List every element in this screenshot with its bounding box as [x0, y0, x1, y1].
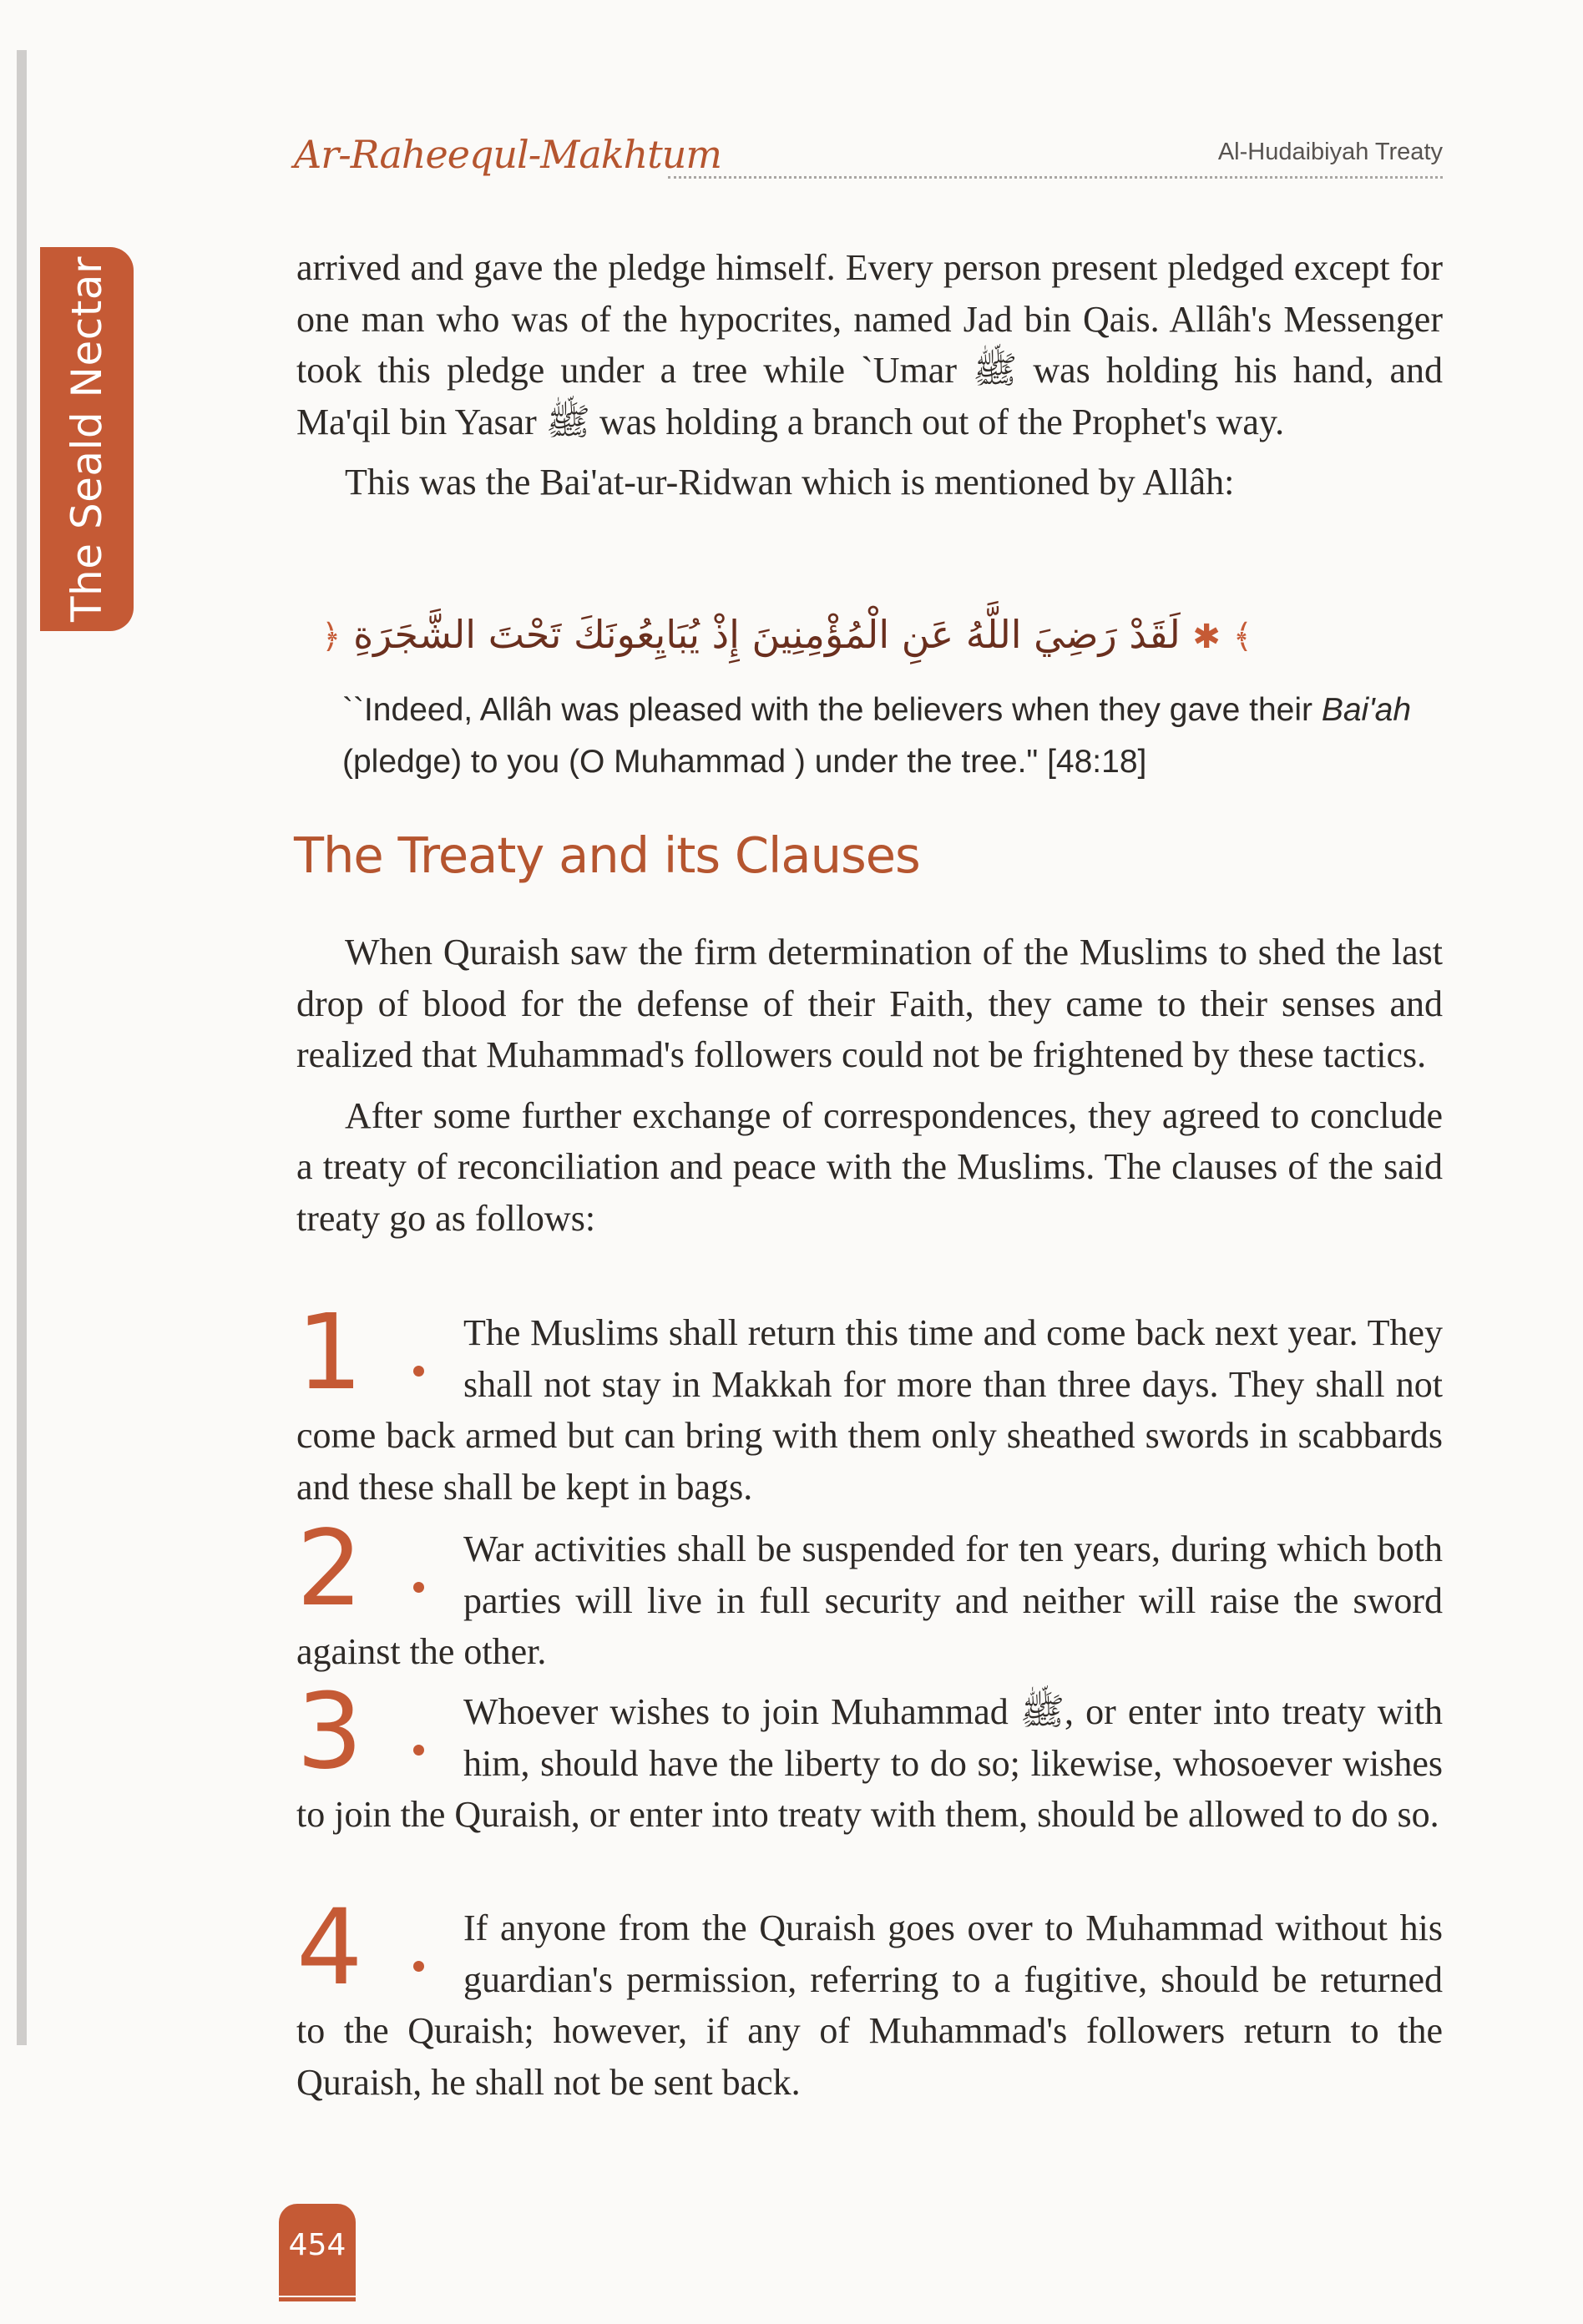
intro-paragraph-1: arrived and gave the pledge himself. Every person present pledged except for one man who was of the hypocrites, named Jad bin Qais. Allâh's Messenger took this pledge under a tree while `Umar ﷺ was holding his hand, and Ma'qil bin Yasar ﷺ was holding a branch out of the Prophet's way.	[296, 247, 1443, 442]
star-icon: ✱	[1192, 618, 1221, 656]
verse-arabic: لَقَدْ رَضِيَ اللَّهُ عَنِ الْمُؤْمِنِينَ إِذْ يُبَايِعُونَكَ تَحْتَ الشَّجَرَةِ	[353, 612, 1181, 657]
body-paragraph-1: When Quraish saw the firm determination of the Muslims to shed the last drop of blood for the defense of their Faith, they came to their senses and realized that Muhammad's followers could not be frightened by these tactics.	[296, 932, 1443, 1075]
clause-4	[296, 1887, 1443, 2108]
bullet-dot	[413, 1961, 424, 1972]
running-header-brand: Ar-Raheequl-Makhtum	[294, 132, 722, 177]
body-paragraph-2: After some further exchange of correspondences, they agreed to conclude a treaty of reconciliation and peace with the Muslims. The clauses of the said treaty go as follows:	[296, 1094, 1443, 1239]
ornament-close: ﴿	[321, 618, 341, 656]
clause-1	[296, 1292, 1443, 1513]
translation-italic: Bai'ah	[1321, 692, 1412, 728]
translation-suffix: (pledge) to you (O Muhammad ) under the tree." [48:18]	[342, 743, 1147, 780]
bullet-dot	[413, 1366, 424, 1377]
ornament-open: ﴾	[1232, 618, 1252, 656]
clause-text: Whoever wishes to join Muhammad ﷺ, or enter into treaty with him, should have the liberty to do so; likewise, whosoever wishes to join the Quraish, or enter into treaty with them, should be allowed to do so.	[296, 1691, 1443, 1835]
clause-number: 2	[296, 1525, 463, 1624]
bullet-dot	[413, 1582, 424, 1593]
page-number: 454	[279, 2204, 356, 2296]
clause-number: 1	[296, 1309, 463, 1407]
clause-2	[296, 1508, 1443, 1678]
running-header-section: Al-Hudaibiyah Treaty	[1217, 139, 1443, 165]
clause-text: The Muslims shall return this time and come back next year. They shall not stay in Makkah for more than three days. They shall not come back armed but can bring with them only sheathed swords in scabbards and these shall be kept in bags.	[296, 1312, 1443, 1508]
clause-number: 3	[296, 1688, 463, 1786]
side-tab	[40, 247, 134, 631]
clause-text: If anyone from the Quraish goes over to Muhammad without his guardian's permission, referring to a fugitive, should be returned to the Quraish; however, if any of Muhammad's followers return to the Quraish, he shall not be sent back.	[296, 1907, 1443, 2103]
verse-translation	[342, 685, 1453, 787]
section-heading: The Treaty and its Clauses	[294, 826, 920, 884]
quran-verse	[321, 594, 1252, 677]
intro-text	[296, 242, 1443, 508]
body-text	[296, 927, 1443, 1244]
side-tab-label: The Seald Nectar	[63, 255, 112, 623]
clause-number: 4	[296, 1904, 463, 2003]
clause-text: War activities shall be suspended for ten years, during which both parties will live in full security and neither will raise the sword against the other.	[296, 1528, 1443, 1672]
intro-paragraph-2: This was the Bai'at-ur-Ridwan which is mentioned by Allâh:	[345, 462, 1235, 503]
page-number-rule	[279, 2297, 356, 2301]
bullet-dot	[413, 1745, 424, 1756]
header-divider	[668, 176, 1443, 179]
clause-3	[296, 1671, 1443, 1841]
translation-prefix: ``Indeed, Allâh was pleased with the believers when they gave their	[342, 692, 1322, 728]
page-edge-strip	[17, 50, 27, 2045]
